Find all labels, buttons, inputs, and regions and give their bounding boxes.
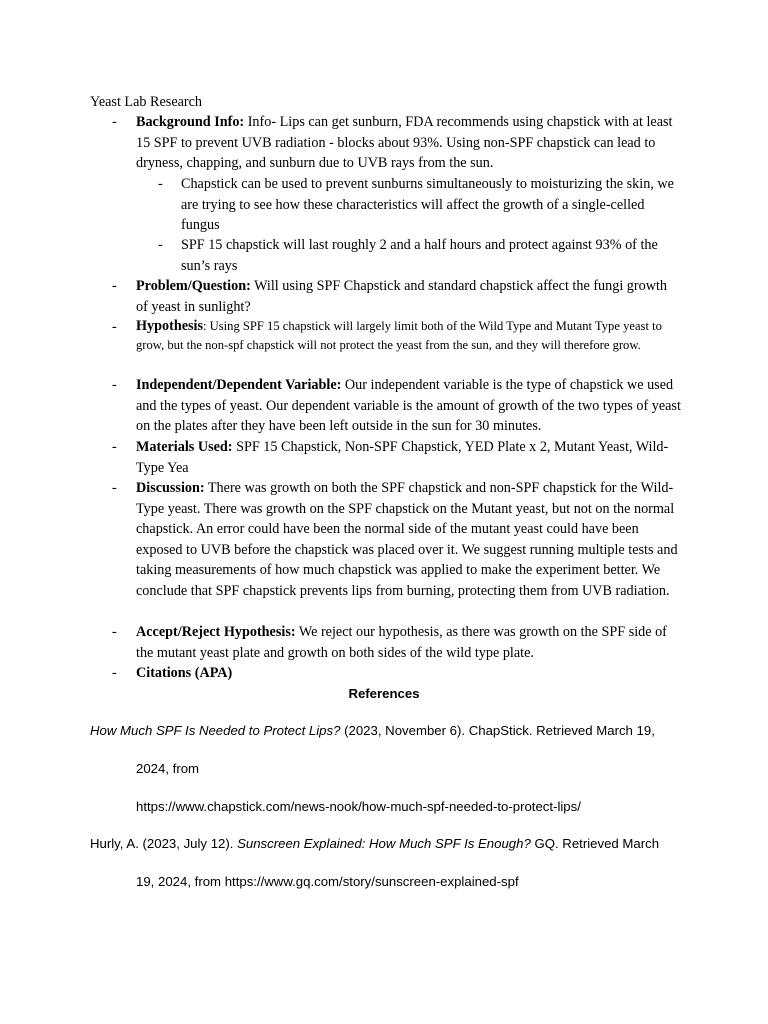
item-label: Problem/Question:: [136, 278, 251, 294]
reference-2: [90, 836, 659, 851]
bullet-dash: -: [112, 278, 117, 294]
item-label: Background Info:: [136, 114, 245, 130]
item-label: Materials Used:: [136, 439, 233, 455]
item-text: Will using SPF Chapstick and standard chapstick affect the fungi growth of yeast in sunlight?: [136, 278, 668, 315]
item-text: : Using SPF 15 chapstick will largely limit both of the Wild Type and Mutant Type yeast to grow, but the non-spf chapstick will not protect the yeast from the sun, and they will therefore grow.: [136, 319, 662, 353]
citations-item: [136, 663, 681, 684]
bullet-dash: -: [112, 319, 117, 335]
sub-bullet-dash: -: [158, 237, 163, 253]
reference-author: Hurly, A. (2023, July 12).: [90, 836, 238, 851]
sub-item-chapstick: Chapstick can be used to prevent sunburns simultaneously to moisturizing the skin, we are trying to see how these characteristics will affect the growth of a single-celled fungus: [181, 176, 674, 233]
materials-item: [136, 437, 681, 478]
bullet-dash: -: [112, 439, 117, 455]
problem-question-item: [136, 276, 681, 317]
item-text: SPF 15 Chapstick, Non-SPF Chapstick, YED Plate x 2, Mutant Yeast, Wild-Type Yea: [136, 439, 669, 476]
sub-bullet-dash: -: [158, 176, 163, 192]
reference-1-url[interactable]: https://www.chapstick.com/news-nook/how-much-spf-needed-to-protect-lips/: [136, 799, 581, 814]
item-text: There was growth on both the SPF chapstick and non-SPF chapstick for the Wild-Type yeast. There was growth on the SPF chapstick on the Mutant yeast, but not on the normal chapstick. An error could have been the normal side of the mutant yeast could have been exposed to UVB before the chapstick was placed over it. We suggest running multiple tests and taking measurements of how much chapstick was applied to make the experiment better. We conclude that SPF chapstick prevents lips from burning, protecting them from UVB radiation.: [136, 480, 678, 599]
reference-1-line2: 2024, from: [136, 761, 200, 776]
reference-text: (2023, November 6). ChapStick. Retrieved March 19,: [340, 723, 655, 738]
item-label: Accept/Reject Hypothesis:: [136, 624, 296, 640]
item-label: Independent/Dependent Variable:: [136, 377, 342, 393]
reference-2-line2: 19, 2024, from https://www.gq.com/story/sunscreen-explained-spf: [136, 874, 519, 889]
item-label: Citations (APA): [136, 665, 233, 681]
item-text: Our independent variable is the type of chapstick we used and the types of yeast. Our dependent variable is the amount of growth of the two types of yeast on the plates after they have been left outside in the sun for 30 minutes.: [136, 377, 681, 434]
reference-1: [90, 723, 655, 738]
references-heading: References: [348, 686, 420, 701]
accept-reject-item: [136, 622, 681, 663]
reference-title: Sunscreen Explained: How Much SPF Is Enough?: [237, 836, 531, 851]
reference-text: GQ. Retrieved March: [530, 836, 660, 851]
item-label: Discussion:: [136, 480, 205, 496]
item-text: Info- Lips can get sunburn, FDA recommends using chapstick with at least 15 SPF to prevent UVB radiation - blocks about 93%. Using non-SPF chapstick can lead to dryness, chapping, and sunburn due to UVB rays from the sun.: [136, 114, 673, 171]
bullet-dash: -: [112, 665, 117, 681]
item-text: We reject our hypothesis, as there was growth on the SPF side of the mutant yeast plate and growth on both sides of the wild type plate.: [136, 624, 667, 661]
background-info-item: [136, 112, 681, 174]
hypothesis-item: [136, 317, 681, 356]
bullet-dash: -: [112, 377, 117, 393]
item-label: Hypothesis: [136, 318, 204, 334]
discussion-item: [136, 478, 681, 601]
sub-item-spf15: SPF 15 chapstick will last roughly 2 and a half hours and protect against 93% of the sun’s rays: [181, 237, 658, 274]
document-title: Yeast Lab Research: [90, 94, 203, 110]
reference-title: How Much SPF Is Needed to Protect Lips?: [90, 723, 341, 738]
bullet-dash: -: [112, 624, 117, 640]
bullet-dash: -: [112, 480, 117, 496]
bullet-dash: -: [112, 114, 117, 130]
variables-item: [136, 375, 681, 437]
